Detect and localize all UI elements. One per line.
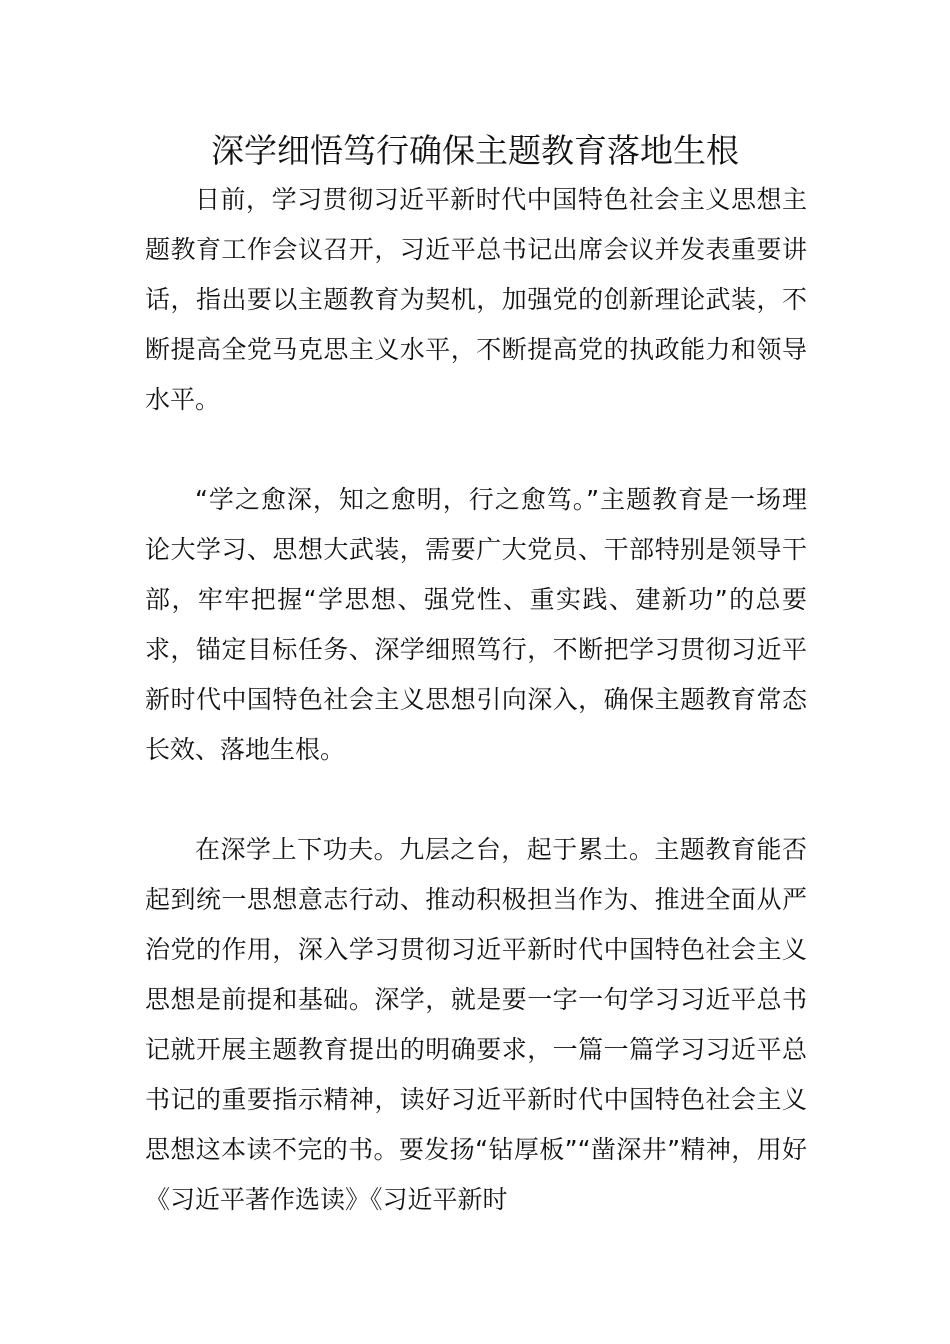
paragraph-intro: 日前，学习贯彻习近平新时代中国特色社会主义思想主题教育工作会议召开，习近平总书记出席会议并发表重要讲话，指出要以主题教育为契机，加强党的创新理论武装，不断提高全党马克思主义水平，不断提高党的执政能力和领导水平。 — [145, 185, 807, 414]
document-body — [145, 175, 807, 1225]
paragraph-quote: “学之愈深，知之愈明，行之愈笃。”主题教育是一场理论大学习、思想大武装，需要广大党员、干部特别是领导干部，牢牢把握“学思想、强党性、重实践、建新功”的总要求，锚定目标任务、深学细照笃行，不断把学习贯彻习近平新时代中国特色社会主义思想引向深入，确保主题教育常态长效、落地生根。 — [145, 485, 807, 764]
paragraph-deep-study: 在深学上下功夫。九层之台，起于累土。主题教育能否起到统一思想意志行动、推动积极担当作为、推进全面从严治党的作用，深入学习贯彻习近平新时代中国特色社会主义思想是前提和基础。深学，就是要一字一句学习习近平总书记就开展主题教育提出的明确要求，一篇一篇学习习近平总书记的重要指示精神，读好习近平新时代中国特色社会主义思想这本读不完的书。要发扬“钻厚板”“凿深井”精神，用好《习近平著作选读》《习近平新时 — [145, 835, 807, 1214]
document-title: 深学细悟笃行确保主题教育落地生根 — [211, 131, 739, 170]
